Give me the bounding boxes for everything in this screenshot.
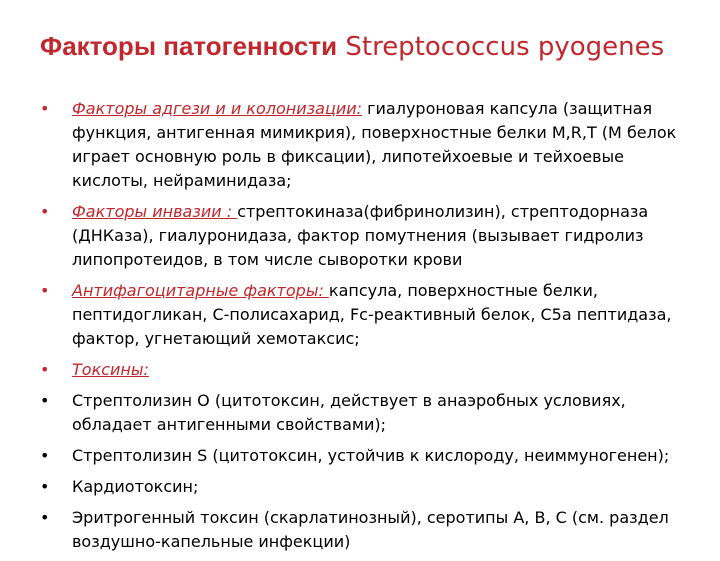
bullet-marker: • xyxy=(40,446,50,465)
bullet-marker: • xyxy=(40,281,50,300)
bullet-heading: Факторы адгези и и колонизации xyxy=(72,99,357,118)
bullet-item-adhesion xyxy=(40,97,690,193)
title-species: Streptococcus pyogenes xyxy=(337,32,665,62)
bullet-list xyxy=(40,97,690,561)
bullet-marker: • xyxy=(40,508,50,527)
bullet-heading: Токсины: xyxy=(72,360,149,379)
bullet-marker: • xyxy=(40,360,50,379)
bullet-marker: • xyxy=(40,99,50,118)
bullet-heading-colon: : xyxy=(356,99,363,118)
bullet-heading: Антифагоцитарные факторы: xyxy=(72,281,329,300)
bullet-marker: • xyxy=(40,477,50,496)
bullet-heading: Факторы инвазии : xyxy=(72,202,238,221)
bullet-text: Стрептолизин S (цитотоксин, устойчив к кислороду, неиммуногенен); xyxy=(72,446,670,465)
slide-title xyxy=(40,28,700,65)
bullet-item-streptolysin-o xyxy=(40,389,690,437)
title-main: Факторы патогенности xyxy=(40,31,338,61)
bullet-item-antiphagocytic xyxy=(40,279,690,351)
bullet-item-invasion xyxy=(40,200,690,272)
bullet-item-streptolysin-s xyxy=(40,444,690,468)
bullet-text: капсула, поверхностные белки, пептидогликан, C-полисахарид, Fc-реактивный белок, C5a пептидаза, фактор, угнетающий хемотаксис; xyxy=(72,281,672,348)
bullet-marker: • xyxy=(40,391,50,410)
bullet-text: Кардиотоксин; xyxy=(72,477,199,496)
bullet-text: гиалуроновая капсула (защитная функция, антигенная мимикрия), поверхностные белки M,R,T (M белок играет основную роль в фиксации), липотейхоевые и тейхоевые кислоты, нейраминидаза; xyxy=(72,99,677,190)
bullet-item-toxins xyxy=(40,358,690,382)
bullet-text: Стрептолизин O (цитотоксин, действует в анаэробных условиях, обладает антигенными свойствами); xyxy=(72,391,626,434)
bullet-text: стрептокиназа(фибринолизин), стрептодорназа (ДНКаза), гиалуронидаза, фактор помутнения (вызывает гидролиз липопротеидов, в том числе сыворотки крови xyxy=(72,202,649,269)
bullet-marker: • xyxy=(40,202,50,221)
bullet-item-cardiotoxin xyxy=(40,475,690,499)
bullet-item-erythrogenic xyxy=(40,506,690,554)
bullet-text: Эритрогенный токсин (скарлатинозный), серотипы A, B, C (см. раздел воздушно-капельные инфекции) xyxy=(72,508,669,551)
